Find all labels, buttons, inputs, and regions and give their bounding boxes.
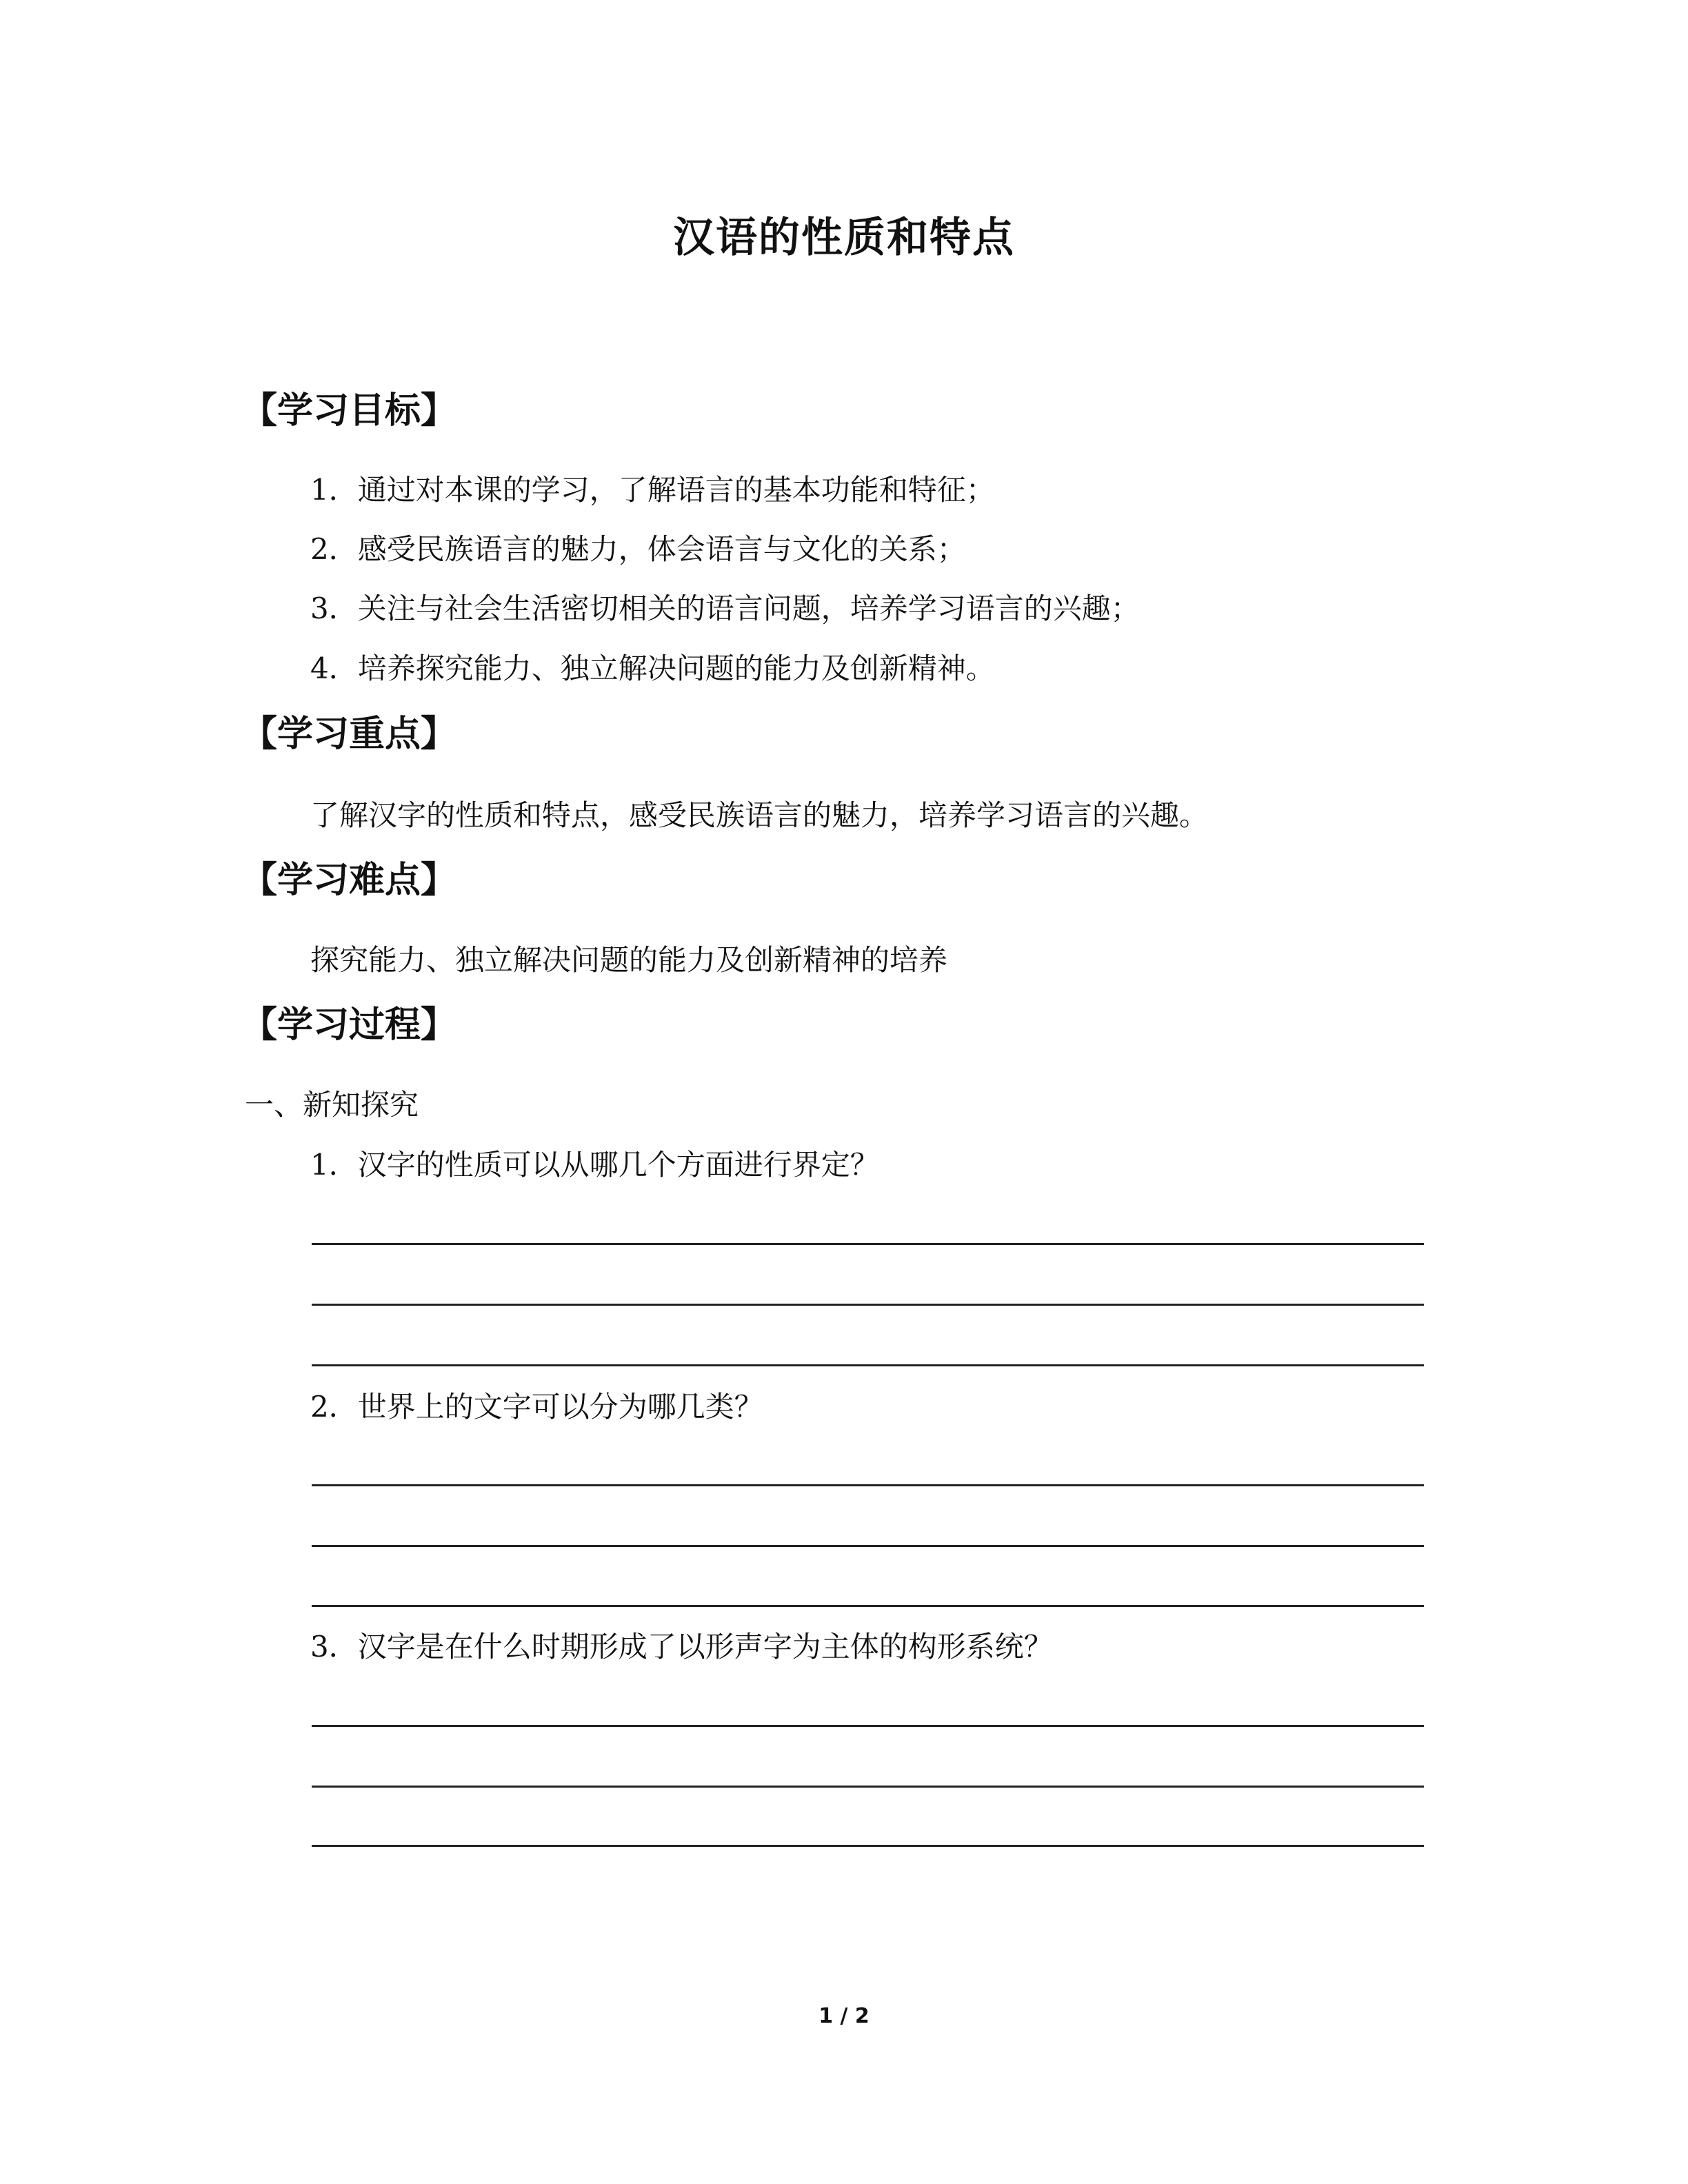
process-heading: 【学习过程】: [241, 1004, 457, 1046]
page-title: 汉语的性质和特点: [673, 214, 1015, 262]
answer-line[interactable]: [312, 1605, 1424, 1607]
objectives-heading: 【学习目标】: [241, 390, 457, 432]
answer-line[interactable]: [312, 1545, 1424, 1547]
question-3: 3．汉字是在什么时期形成了以形声字为主体的构形系统？: [310, 1630, 1053, 1664]
objective-item: 2．感受民族语言的魅力，体会语言与文化的关系；: [310, 532, 966, 566]
difficulties-heading: 【学习难点】: [241, 860, 457, 901]
question-2: 2．世界上的文字可以分为哪几类？: [310, 1390, 763, 1424]
answer-line[interactable]: [312, 1845, 1424, 1847]
answer-line[interactable]: [312, 1786, 1424, 1788]
key-points-heading: 【学习重点】: [241, 714, 457, 755]
key-points-text: 了解汉字的性质和特点，感受民族语言的魅力，培养学习语言的兴趣。: [310, 798, 1209, 832]
page-number: 1 / 2: [818, 2004, 870, 2028]
objective-item: 3．关注与社会生活密切相关的语言问题，培养学习语言的兴趣；: [310, 592, 1140, 625]
answer-line[interactable]: [312, 1243, 1424, 1245]
answer-line[interactable]: [312, 1484, 1424, 1486]
answer-line[interactable]: [312, 1304, 1424, 1306]
objective-item: 4．培养探究能力、独立解决问题的能力及创新精神。: [310, 651, 995, 685]
answer-line[interactable]: [312, 1364, 1424, 1366]
part-title: 一、新知探究: [245, 1088, 419, 1122]
answer-line[interactable]: [312, 1725, 1424, 1727]
objective-item: 1．通过对本课的学习，了解语言的基本功能和特征；: [310, 473, 995, 507]
question-1: 1．汉字的性质可以从哪几个方面进行界定？: [310, 1148, 879, 1182]
difficulties-text: 探究能力、独立解决问题的能力及创新精神的培养: [310, 943, 948, 977]
